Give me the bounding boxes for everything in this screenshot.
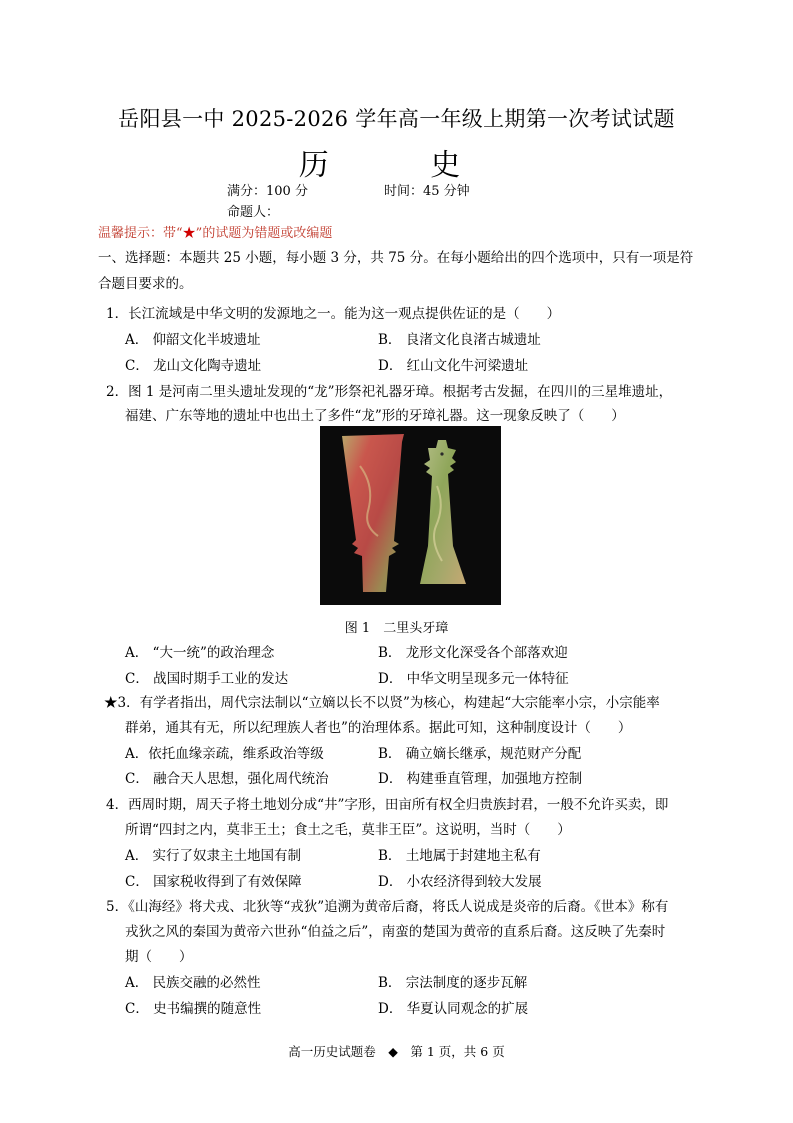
- page-footer: 高一历史试题卷 ◆ 第 1 页，共 6 页: [288, 1044, 505, 1059]
- question-4-line1: 4．西周时期，周天子将土地划分成“井”字形，田亩所有权全归贵族封君，一般不允许买卖，即: [106, 797, 669, 813]
- q2-option-d: D． 中华文明呈现多元一体特征: [378, 671, 569, 687]
- q2-option-a: A． “大一统”的政治理念: [125, 645, 275, 661]
- q5-option-b: B． 宗法制度的逐步瓦解: [378, 975, 528, 991]
- q4-option-c: C． 国家税收得到了有效保障: [125, 874, 302, 890]
- exam-time: 时间：45 分钟: [384, 184, 470, 199]
- q3-option-c: C． 融合天人思想，强化周代统治: [125, 771, 329, 787]
- q5-option-c: C． 史书编撰的随意性: [125, 1001, 262, 1017]
- q1-option-c: C． 龙山文化陶寺遗址: [125, 358, 262, 374]
- full-marks: 满分：100 分: [227, 184, 308, 199]
- question-5-line2: 戎狄之风的秦国为黄帝六世孙“伯益之后”，南蛮的楚国为黄帝的直系后裔。这反映了先秦时: [125, 924, 666, 940]
- author: 命题人：: [227, 205, 280, 220]
- figure-caption: 图 1 二里头牙璋: [344, 621, 449, 636]
- tip-line: [98, 222, 332, 241]
- q1-option-b: B． 良渚文化良渚古城遗址: [378, 332, 541, 348]
- question-5-line1: 5．《山海经》将犬戎、北狄等“戎狄”追溯为黄帝后裔，将氐人说成是炎帝的后裔。《世本》称有: [106, 899, 669, 915]
- yazhang-image: [320, 426, 501, 605]
- q2-option-b: B． 龙形文化深受各个部落欢迎: [378, 645, 568, 661]
- q5-option-d: D． 华夏认同观念的扩展: [378, 1001, 529, 1017]
- question-2-line1: 2．图 1 是河南二里头遗址发现的“龙”形祭祀礼器牙璋。根据考古发掘，在四川的三星堆遗址，: [106, 384, 673, 400]
- q2-option-c: C． 战国时期手工业的发达: [125, 671, 289, 687]
- section-instruction-line1: 一、选择题：本题共 25 小题，每小题 3 分，共 75 分。在每小题给出的四个选项中，只有一项是符: [98, 250, 694, 266]
- star-icon: ★: [182, 226, 196, 241]
- question-5-line3: 期（ ）: [125, 949, 193, 965]
- q1-option-a: A． 仰韶文化半坡遗址: [125, 332, 261, 348]
- q3-option-d: D． 构建垂直管理，加强地方控制: [378, 771, 583, 787]
- yazhang-photo: [320, 426, 501, 605]
- question-3-line1: ★3．有学者指出，周代宗法制以“立嫡以长不以贤”为核心，构建起“大宗能率小宗，小宗能率: [104, 695, 660, 711]
- q4-option-d: D． 小农经济得到较大发展: [378, 874, 542, 890]
- q3-option-b: B． 确立嫡长继承，规范财产分配: [378, 746, 582, 762]
- question-1-text: 1．长江流域是中华文明的发源地之一。能为这一观点提供佐证的是（ ）: [106, 306, 561, 322]
- q1-option-d: D． 红山文化牛河梁遗址: [378, 358, 529, 374]
- subject-title: 历 史: [298, 148, 507, 183]
- q5-option-a: A． 民族交融的必然性: [125, 975, 261, 991]
- tip-prefix: 温馨提示：带“: [98, 226, 183, 241]
- tip-suffix: ”的试题为错题或改编题: [195, 226, 333, 241]
- q4-option-b: B． 土地属于封建地主私有: [378, 848, 541, 864]
- exam-title: 岳阳县一中 2025-2026 学年高一年级上期第一次考试试题: [118, 107, 675, 131]
- question-4-line2: 所谓“四封之内，莫非王土；食土之毛，莫非王臣”。这说明，当时（ ）: [125, 822, 571, 838]
- question-2-line2: 福建、广东等地的遗址中也出土了多件“龙”形的牙璋礼器。这一现象反映了（ ）: [125, 408, 625, 424]
- section-instruction-line2: 合题目要求的。: [98, 276, 193, 292]
- q3-option-a: A．依托血缘亲疏，维系政治等级: [125, 746, 324, 762]
- question-3-line2: 群弟，通其有无，所以纪理族人者也”的治理体系。据此可知，这种制度设计（ ）: [125, 720, 632, 736]
- q4-option-a: A． 实行了奴隶主土地国有制: [125, 848, 302, 864]
